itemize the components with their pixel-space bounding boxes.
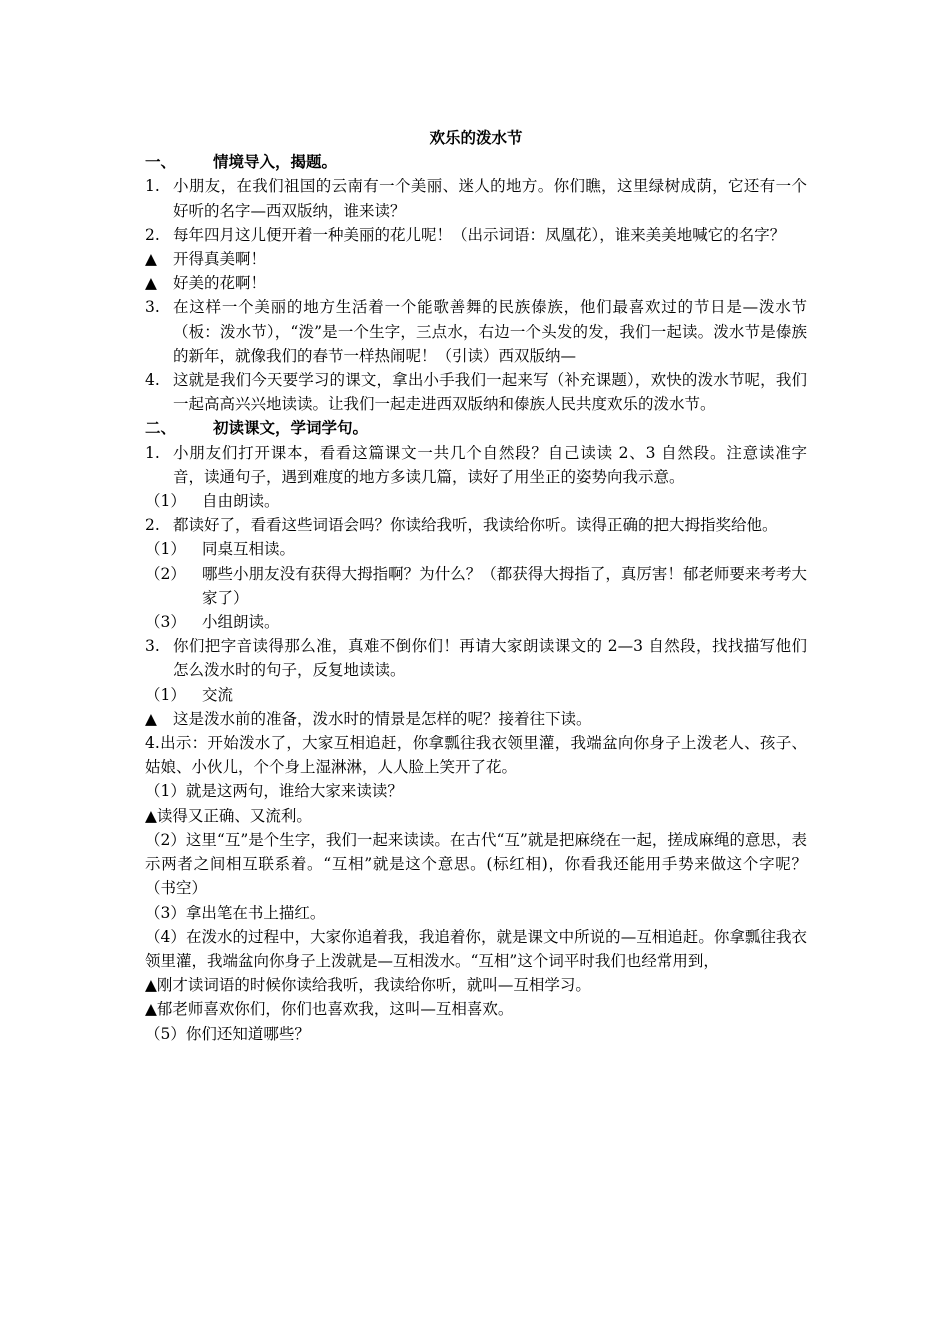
list-item bbox=[145, 368, 807, 416]
item-marker: 2. bbox=[145, 516, 160, 535]
item-marker: 1. bbox=[145, 177, 160, 196]
item-marker: ▲ bbox=[145, 274, 157, 293]
paragraph: （5）你们还知道哪些？ bbox=[145, 1024, 310, 1043]
section-heading-2 bbox=[145, 416, 807, 440]
item-text: 每年四月这儿便开着一种美丽的花儿呢！（出示词语：凤凰花），谁来美美地喊它的名字？ bbox=[173, 225, 786, 244]
item-text: 自由朗读。 bbox=[202, 492, 280, 511]
paragraph: ▲刚才读词语的时候你读给我听，我读给你听，就叫—互相学习。 bbox=[145, 976, 591, 995]
item-marker: ▲ bbox=[145, 250, 157, 269]
section-title: 情境导入，揭题。 bbox=[213, 152, 338, 172]
list-item bbox=[145, 634, 807, 682]
sub-item bbox=[145, 537, 807, 561]
item-marker: 3. bbox=[145, 298, 160, 317]
list-item bbox=[145, 707, 807, 731]
item-marker: 4. bbox=[145, 371, 160, 390]
item-text: 这是泼水前的准备，泼水时的情景是怎样的呢？接着往下读。 bbox=[173, 709, 592, 728]
item-text: 好美的花啊！ bbox=[173, 274, 267, 293]
list-item bbox=[145, 271, 807, 295]
item-text: 同桌互相读。 bbox=[202, 540, 296, 559]
item-text: 这就是我们今天要学习的课文，拿出小手我们一起来写（补充课题），欢快的泼水节呢，我们一起高高兴兴地读读。让我们一起走进西双版纳和傣族人民共度欢乐的泼水节。 bbox=[173, 371, 807, 414]
paragraph: （4）在泼水的过程中，大家你追着我，我追着你，就是课文中所说的—互相追赶。你拿瓢往我衣领里灌，我端盆向你身子上泼就是—互相泼水。“互相”这个词平时我们也经常用到， bbox=[145, 927, 807, 970]
section-1-items bbox=[145, 174, 807, 416]
paragraph: （2）这里“互”是个生字，我们一起来读读。在古代“互”就是把麻绕在一起，搓成麻绳的意思，表示两者之间相互联系着。“互相”就是这个意思。(标红相)，你看我还能用手势来做这个字呢？（书空） bbox=[145, 830, 807, 898]
item-marker: ▲ bbox=[145, 709, 157, 728]
item-marker: （1） bbox=[145, 492, 186, 511]
item-marker: （2） bbox=[145, 564, 186, 583]
item-text: 在这样一个美丽的地方生活着一个能歌善舞的民族傣族，他们最喜欢过的节日是—泼水节（板：泼水节），“泼”是一个生字，三点水，右边一个头发的发，我们一起读。泼水节是傣族的新年，就像我们的春节一样热闹呢！（引读）西双版纳— bbox=[173, 298, 807, 365]
list-item bbox=[145, 295, 807, 368]
list-item bbox=[145, 441, 807, 489]
list-item bbox=[145, 223, 807, 247]
sub-item bbox=[145, 562, 807, 610]
sub-item bbox=[145, 489, 807, 513]
document-title: 欢乐的泼水节 bbox=[429, 128, 523, 147]
item-text: 小组朗读。 bbox=[202, 613, 280, 632]
item-text: 都读好了，看看这些词语会吗？你读给我听，我读给你听。读得正确的把大拇指奖给他。 bbox=[173, 516, 778, 535]
item-text: 小朋友，在我们祖国的云南有一个美丽、迷人的地方。你们瞧，这里绿树成荫，它还有一个好听的名字—西双版纳，谁来读？ bbox=[173, 177, 807, 220]
paragraph: ▲郁老师喜欢你们，你们也喜欢我，这叫—互相喜欢。 bbox=[145, 1000, 514, 1019]
document-body bbox=[145, 126, 807, 1046]
section-2-items bbox=[145, 441, 807, 1046]
section-heading-1 bbox=[145, 150, 807, 174]
item-text: 哪些小朋友没有获得大拇指啊？为什么？（都获得大拇指了，真厉害！郁老师要来考考大家了） bbox=[202, 564, 807, 607]
item-text: 小朋友们打开课本，看看这篇课文一共几个自然段？自己读读 2、3 自然段。注意读准字音，读通句子，遇到难度的地方多读几篇，读好了用坐正的姿势向我示意。 bbox=[173, 443, 807, 486]
section-number: 二、 bbox=[145, 418, 177, 438]
sub-item bbox=[145, 683, 807, 707]
item-text: 交流 bbox=[202, 685, 234, 704]
list-item bbox=[145, 513, 807, 537]
section-number: 一、 bbox=[145, 152, 177, 172]
item-marker: （1） bbox=[145, 685, 186, 704]
item-marker: 1. bbox=[145, 443, 160, 462]
item-marker: （3） bbox=[145, 613, 186, 632]
list-item bbox=[145, 174, 807, 222]
item-text: 你们把字音读得那么准，真难不倒你们！再请大家朗读课文的 2—3 自然段，找找描写他们怎么泼水时的句子，反复地读读。 bbox=[173, 637, 807, 680]
item-marker: 3. bbox=[145, 637, 160, 656]
paragraph: 4.出示：开始泼水了，大家互相追赶，你拿瓢往我衣领里灌，我端盆向你身子上泼老人、孩子、姑娘、小伙儿，个个身上湿淋淋，人人脸上笑开了花。 bbox=[145, 734, 807, 777]
section-title: 初读课文，学词学句。 bbox=[213, 418, 369, 438]
sub-item bbox=[145, 610, 807, 634]
paragraph: （1）就是这两句，谁给大家来读读？ bbox=[145, 782, 403, 801]
item-marker: 2. bbox=[145, 225, 160, 244]
paragraph: （3）拿出笔在书上描红。 bbox=[145, 903, 326, 922]
list-item bbox=[145, 247, 807, 271]
paragraph: ▲读得又正确、又流利。 bbox=[145, 806, 312, 825]
item-text: 开得真美啊！ bbox=[173, 250, 267, 269]
item-marker: （1） bbox=[145, 540, 186, 559]
